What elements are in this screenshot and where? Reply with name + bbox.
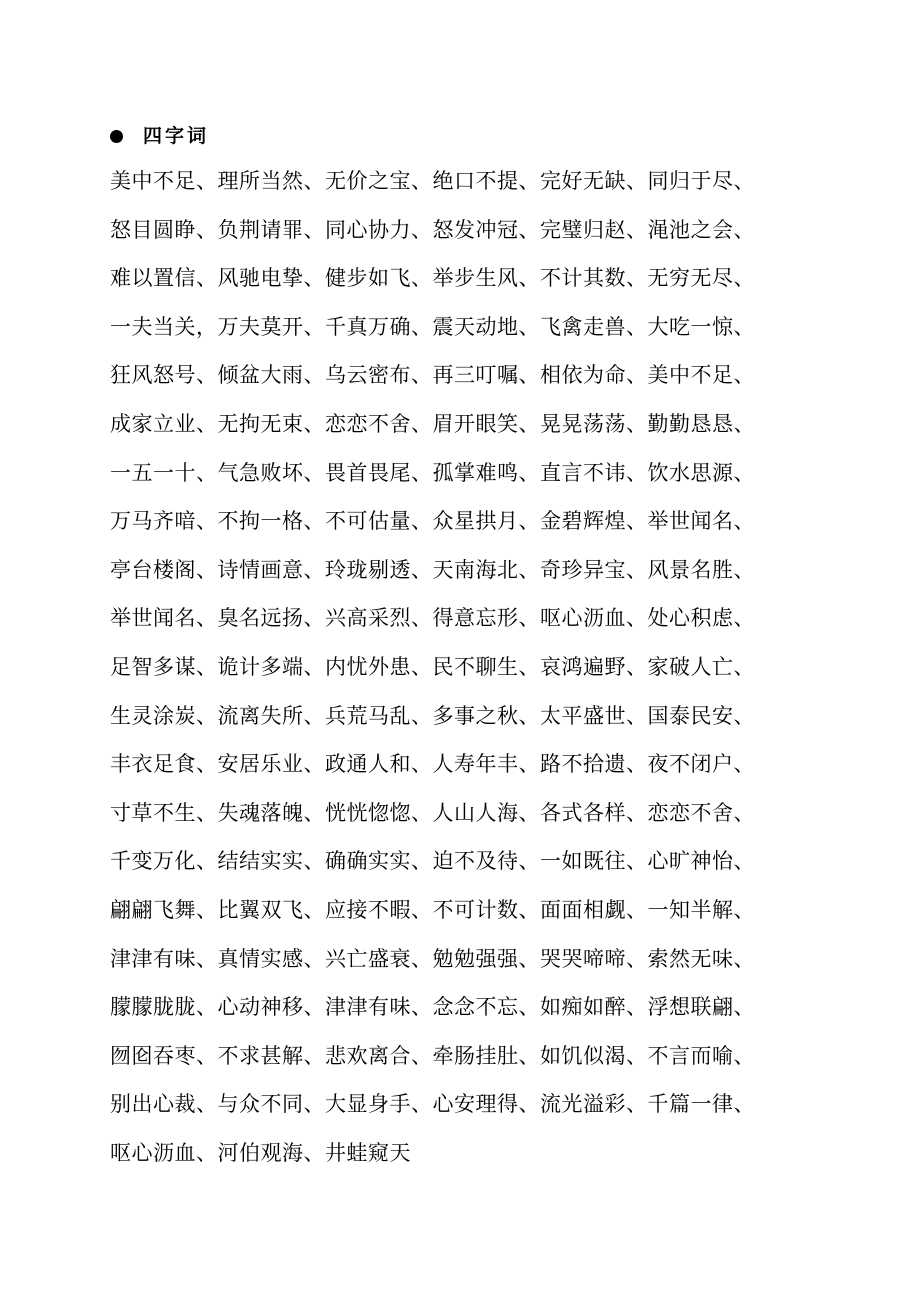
text-line: 别出心裁、与众不同、大显身手、心安理得、流光溢彩、千篇一律、 (110, 1092, 755, 1117)
text-line: 津津有味、真情实感、兴亡盛衰、勉勉强强、哭哭啼啼、索然无味、 (110, 946, 755, 971)
section-title: 四字词 (143, 125, 210, 147)
text-line: 成家立业、无拘无束、恋恋不舍、眉开眼笑、晃晃荡荡、勤勤恳恳、 (110, 411, 755, 436)
text-line: 朦朦胧胧、心动神移、津津有味、念念不忘、如痴如醉、浮想联翩、 (110, 995, 755, 1020)
text-line: 丰衣足食、安居乐业、政通人和、人寿年丰、路不拾遗、夜不闭户、 (110, 752, 755, 777)
text-line: 万马齐喑、不拘一格、不可估量、众星拱月、金碧辉煌、举世闻名、 (110, 509, 755, 534)
text-line: 呕心沥血、河伯观海、井蛙窥天 (110, 1140, 411, 1165)
section-heading (110, 122, 209, 150)
text-line: 一五一十、气急败坏、畏首畏尾、孤掌难鸣、直言不讳、饮水思源、 (110, 460, 755, 485)
text-line: 举世闻名、臭名远扬、兴高采烈、得意忘形、呕心沥血、处心积虑、 (110, 606, 755, 631)
text-line: 亭台楼阁、诗情画意、玲珑剔透、天南海北、奇珍异宝、风景名胜、 (110, 557, 755, 582)
text-line: 难以置信、风驰电挚、健步如飞、举步生风、不计其数、无穷无尽、 (110, 266, 755, 291)
text-line: 狂风怒号、倾盆大雨、乌云密布、再三叮嘱、相依为命、美中不足、 (110, 363, 755, 388)
text-line: 怒目圆睁、负荆请罪、同心协力、怒发冲冠、完璧归赵、渑池之会、 (110, 217, 755, 242)
bullet-icon (110, 130, 123, 143)
text-line: 足智多谋、诡计多端、内忧外患、民不聊生、哀鸿遍野、家破人亡、 (110, 654, 755, 679)
text-line: 生灵涂炭、流离失所、兵荒马乱、多事之秋、太平盛世、国泰民安、 (110, 703, 755, 728)
text-line: 囫囵吞枣、不求甚解、悲欢离合、牵肠挂肚、如饥似渴、不言而喻、 (110, 1043, 755, 1068)
idiom-list (110, 165, 790, 1185)
text-line: 千变万化、结结实实、确确实实、迫不及待、一如既往、心旷神怡、 (110, 849, 755, 874)
text-line: 翩翩飞舞、比翼双飞、应接不暇、不可计数、面面相觑、一知半解、 (110, 897, 755, 922)
text-line: 寸草不生、失魂落魄、恍恍惚惚、人山人海、各式各样、恋恋不舍、 (110, 800, 755, 825)
text-line: 美中不足、理所当然、无价之宝、绝口不提、完好无缺、同归于尽、 (110, 169, 755, 193)
text-line: 一夫当关，万夫莫开、千真万确、震天动地、飞禽走兽、大吃一惊、 (110, 314, 755, 339)
